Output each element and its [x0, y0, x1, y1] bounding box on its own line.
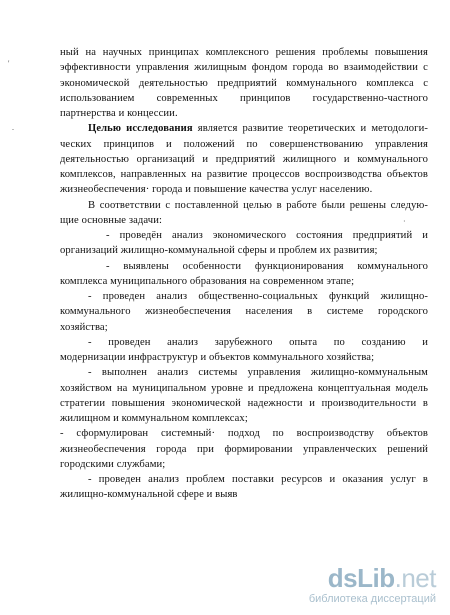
text-line: - проведен анализ проблем поставки ресурсов и оказания услуг в — [88, 474, 428, 485]
text-line: щие основные задачи: — [60, 214, 163, 226]
text-line: деятельностью организаций и предприятий жилищного и коммунального — [60, 153, 428, 165]
text-line: - выполнен анализ системы управления жилищно-коммунальным — [88, 367, 428, 379]
text-line: - проведён анализ экономического состояния предприятий и — [106, 230, 428, 241]
text-line: городскими службами; — [60, 458, 166, 470]
scan-speck: . — [12, 123, 14, 132]
text-line: - проведен анализ общественно-социальных функций жилищно- — [88, 291, 428, 302]
text-line: использованием современных принципов государственно-частного — [60, 92, 428, 104]
watermark-logo — [328, 563, 436, 593]
research-goal-heading: Целью исследования — [88, 123, 193, 135]
text-span: является развитие теоретических и методологи- — [192, 123, 428, 135]
text-line: эффективности управления жилищным фондом города во взаимодействии с — [60, 62, 428, 74]
dslib-watermark — [286, 563, 436, 607]
text-line: ческих принципов и положений по совершенствованию управления — [60, 138, 428, 150]
text-line: партнерства и концессии. — [60, 108, 178, 119]
text-line: экономической деятельностью предприятий коммунального комплекса с — [60, 77, 428, 89]
text-line — [60, 121, 428, 136]
text-line: комплекса муниципального образования на современном этапе; — [60, 275, 355, 287]
text-line: - выявлены особенности функционирования коммунального — [106, 260, 428, 272]
document-body — [60, 45, 428, 503]
text-line: - проведен анализ зарубежного опыта по созданию и — [88, 336, 428, 348]
text-line: жизнеобеспечения· города и повышение качества услуг населению. — [60, 184, 373, 196]
watermark-logo-main: dsLib — [327, 563, 395, 593]
text-line: хозяйством на муниципальном уровне и предложена концептуальная модель — [60, 382, 428, 394]
scan-speck: ' — [8, 59, 10, 68]
text-line: стратегии повышения экономической надежности и производительности в — [60, 397, 428, 409]
text-line: модернизации инфраструктур и объектов коммунального хозяйства; — [60, 352, 375, 363]
text-line: жизнеобеспечения города при формировании управленческих решений — [60, 443, 428, 455]
text-line: жилищном и коммунальном комплексах; — [60, 413, 248, 424]
watermark-subtitle: библиотека диссертаций — [308, 593, 436, 605]
scan-speck: · — [403, 217, 406, 226]
text-line: жилищно-коммунальной сфере и выяв — [60, 489, 238, 501]
watermark-logo-tld: .net — [394, 563, 436, 593]
text-line: ный на научных принципах комплексного решения проблемы повышения — [60, 47, 428, 58]
text-line: организаций жилищно-коммунальной сферы и проблем их развития; — [60, 245, 378, 257]
text-line: - сформулирован системный· подход по воспроизводству объектов — [60, 428, 428, 440]
text-line: комплексов, направленных на развитие процессов воспроизводства объектов — [60, 169, 428, 180]
text-line: хозяйства; — [60, 321, 108, 333]
text-line: коммунального жизнеобеспечения населения в системе городского — [60, 306, 428, 318]
text-line: В соответствии с поставленной целью в работе были решены следую- — [88, 199, 428, 211]
